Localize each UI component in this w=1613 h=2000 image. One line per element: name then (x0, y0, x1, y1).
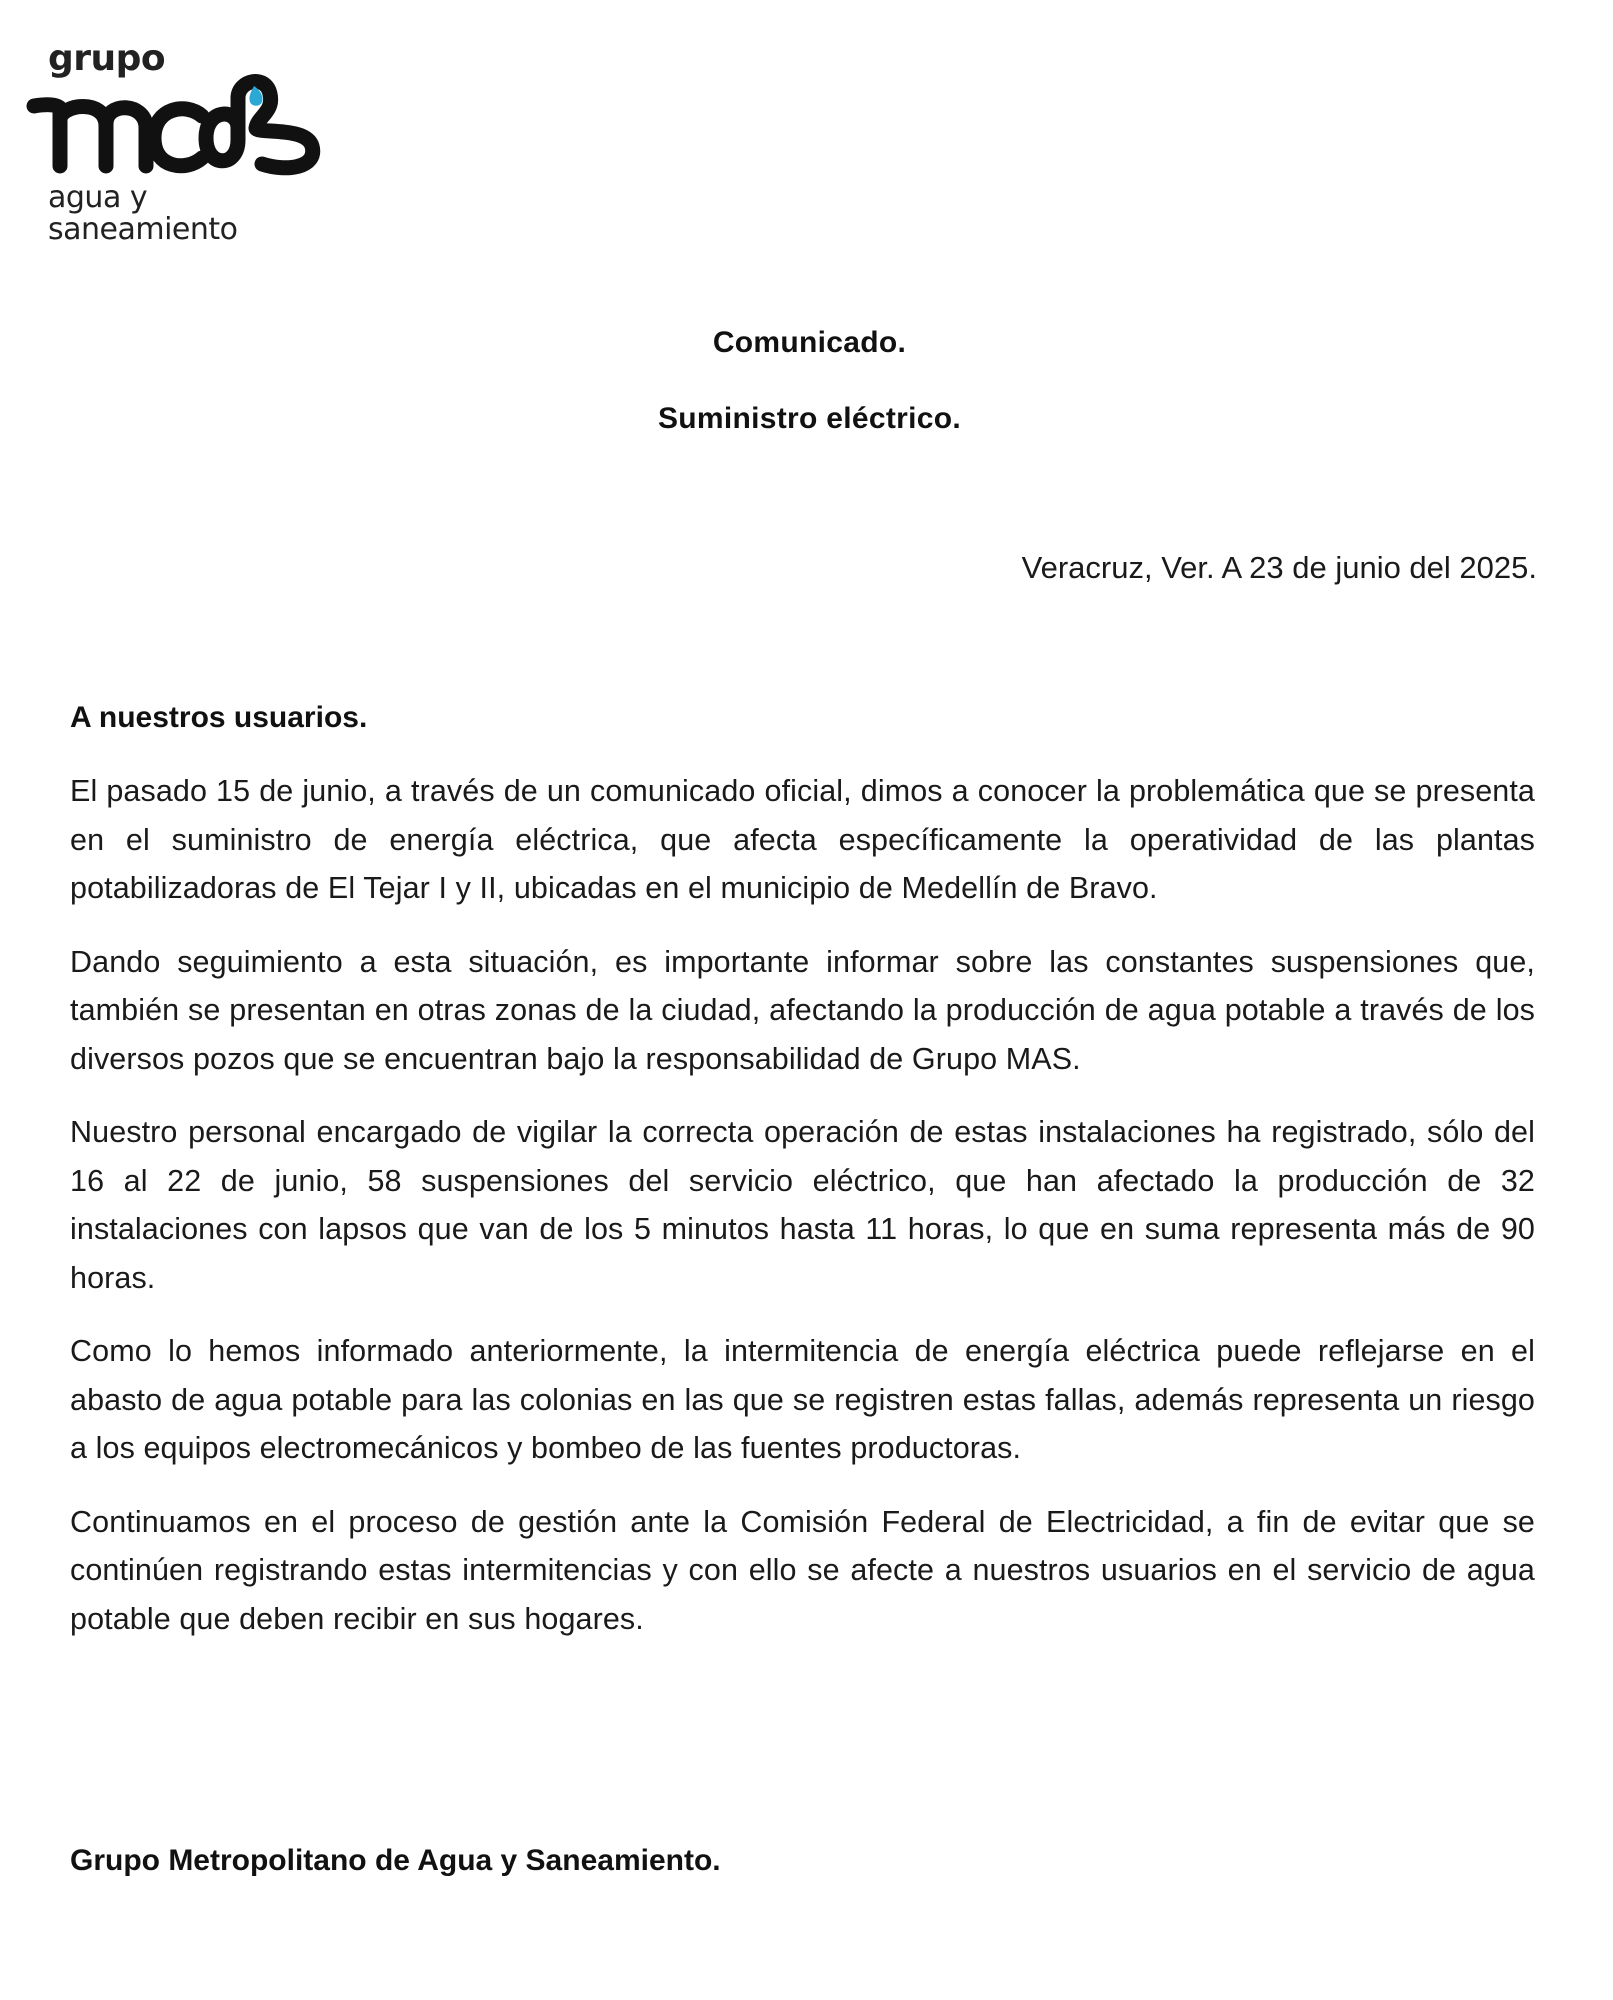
company-logo (20, 30, 330, 255)
page-title: Comunicado. (712, 326, 907, 359)
paragraph-3: Nuestro personal encargado de vigilar la correcta operación de estas instalaciones ha registrado, sólo del 16 al 22 de junio, 58 suspensiones del servicio eléctrico, que han afectado la producción de 32 instalaciones con lapsos que van de los 5 minutos hasta 11 horas, lo que en suma representa más de 90 horas. (70, 1115, 1535, 1295)
logo-grupo-text: grupo (48, 38, 166, 79)
page-subtitle: Suministro eléctrico. (657, 402, 962, 435)
logo-agua-text: agua y (48, 180, 148, 215)
logo-saneamiento-text: saneamiento (48, 212, 238, 247)
logo-mas-mark (26, 68, 326, 176)
letter-body (70, 698, 1535, 1668)
paragraph-1: El pasado 15 de junio, a través de un comunicado oficial, dimos a conocer la problemática que se presenta en el suministro de energía eléctrica, que afecta específicamente la operatividad de las plantas potabilizadoras de El Tejar I y II, ubicadas en el municipio de Medellín de Bravo. (70, 774, 1535, 905)
paragraph-5: Continuamos en el proceso de gestión ante la Comisión Federal de Electricidad, a fin de evitar que se continúen registrando estas intermitencias y con ello se afecte a nuestros usuarios en el servicio de agua potable que deben recibir en sus hogares. (70, 1504, 1535, 1636)
paragraph-4: Como lo hemos informado anteriormente, la intermitencia de energía eléctrica puede reflejarse en el abasto de agua potable para las colonias en las que se registren estas fallas, además representa un riesgo a los equipos electromecánicos y bombeo de las fuentes productoras. (70, 1334, 1535, 1465)
signature: Grupo Metropolitano de Agua y Saneamiento. (70, 1844, 721, 1877)
dateline: Veracruz, Ver. A 23 de junio del 2025. (1021, 550, 1537, 585)
salutation: A nuestros usuarios. (70, 701, 368, 734)
paragraph-2: Dando seguimiento a esta situación, es importante informar sobre las constantes suspensiones que, también se presentan en otras zonas de la ciudad, afectando la producción de agua potable a través de los diversos pozos que se encuentran bajo la responsabilidad de Grupo MAS. (70, 944, 1535, 1076)
